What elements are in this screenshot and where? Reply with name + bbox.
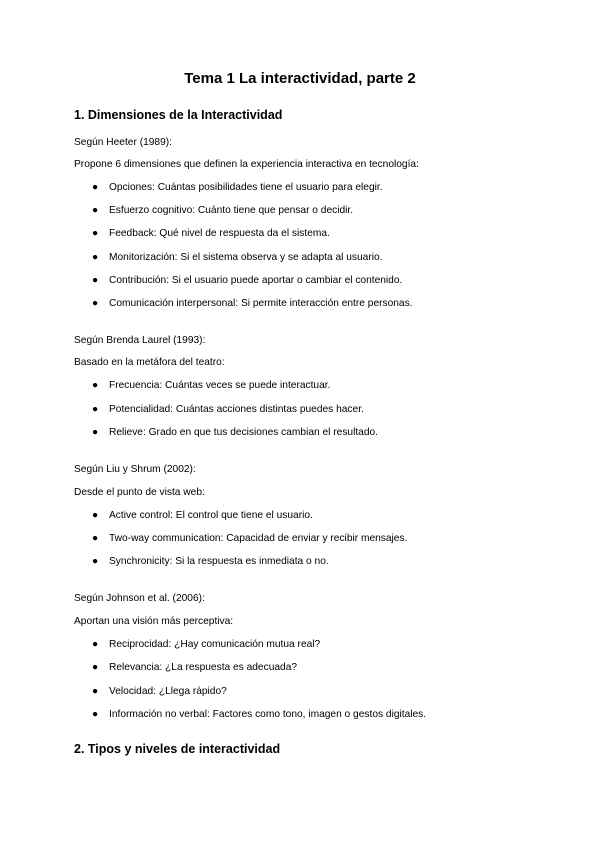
- intro-liu-shrum: Desde el punto de vista web:: [74, 487, 205, 498]
- list-item: ● Monitorización: Si el sistema observa y se adapta al usuario.: [92, 252, 383, 263]
- bullet-icon: ●: [92, 275, 99, 286]
- source-laurel: Según Brenda Laurel (1993):: [74, 335, 206, 346]
- bullet-icon: ●: [92, 182, 99, 193]
- list-item: ● Frecuencia: Cuántas veces se puede interactuar.: [92, 380, 331, 391]
- list-item: ● Esfuerzo cognitivo: Cuánto tiene que pensar o decidir.: [92, 205, 354, 216]
- list-item: ● Velocidad: ¿Llega rápido?: [92, 686, 227, 697]
- list-item: ● Contribución: Si el usuario puede aportar o cambiar el contenido.: [92, 275, 403, 286]
- bullet-icon: ●: [92, 228, 99, 239]
- page-title: Tema 1 La interactividad, parte 2: [184, 70, 416, 87]
- list-item: ● Relieve: Grado en que tus decisiones cambian el resultado.: [92, 427, 378, 438]
- list-item: ● Potencialidad: Cuántas acciones distintas puedes hacer.: [92, 404, 364, 415]
- bullet-icon: ●: [92, 427, 99, 438]
- list-item: ● Active control: El control que tiene el usuario.: [92, 510, 313, 521]
- section-heading-1: 1. Dimensiones de la Interactividad: [74, 108, 283, 122]
- bullet-icon: ●: [92, 404, 99, 415]
- list-item: ● Información no verbal: Factores como tono, imagen o gestos digitales.: [92, 709, 427, 720]
- list-item: ● Reciprocidad: ¿Hay comunicación mutua real?: [92, 639, 321, 650]
- bullet-icon: ●: [92, 298, 99, 309]
- source-heeter: Según Heeter (1989):: [74, 137, 172, 148]
- bullet-icon: ●: [92, 205, 99, 216]
- section-heading-2: 2. Tipos y niveles de interactividad: [74, 742, 281, 756]
- intro-johnson: Aportan una visión más perceptiva:: [74, 616, 234, 627]
- bullet-icon: ●: [92, 380, 99, 391]
- intro-heeter: Propone 6 dimensiones que definen la experiencia interactiva en tecnología:: [74, 159, 419, 170]
- list-item: ● Opciones: Cuántas posibilidades tiene el usuario para elegir.: [92, 182, 383, 193]
- source-johnson: Según Johnson et al. (2006):: [74, 593, 205, 604]
- bullet-icon: ●: [92, 709, 99, 720]
- source-liu-shrum: Según Liu y Shrum (2002):: [74, 464, 196, 475]
- bullet-icon: ●: [92, 639, 99, 650]
- intro-laurel: Basado en la metáfora del teatro:: [74, 357, 225, 368]
- list-item: ● Two-way communication: Capacidad de enviar y recibir mensajes.: [92, 533, 408, 544]
- list-item: ● Synchronicity: Si la respuesta es inmediata o no.: [92, 556, 329, 567]
- bullet-icon: ●: [92, 510, 99, 521]
- bullet-icon: ●: [92, 686, 99, 697]
- bullet-icon: ●: [92, 252, 99, 263]
- list-item: ● Relevancia: ¿La respuesta es adecuada?: [92, 662, 298, 673]
- bullet-icon: ●: [92, 533, 99, 544]
- bullet-icon: ●: [92, 662, 99, 673]
- bullet-icon: ●: [92, 556, 99, 567]
- list-item: ● Comunicación interpersonal: Si permite interacción entre personas.: [92, 298, 413, 309]
- list-item: ● Feedback: Qué nivel de respuesta da el sistema.: [92, 228, 330, 239]
